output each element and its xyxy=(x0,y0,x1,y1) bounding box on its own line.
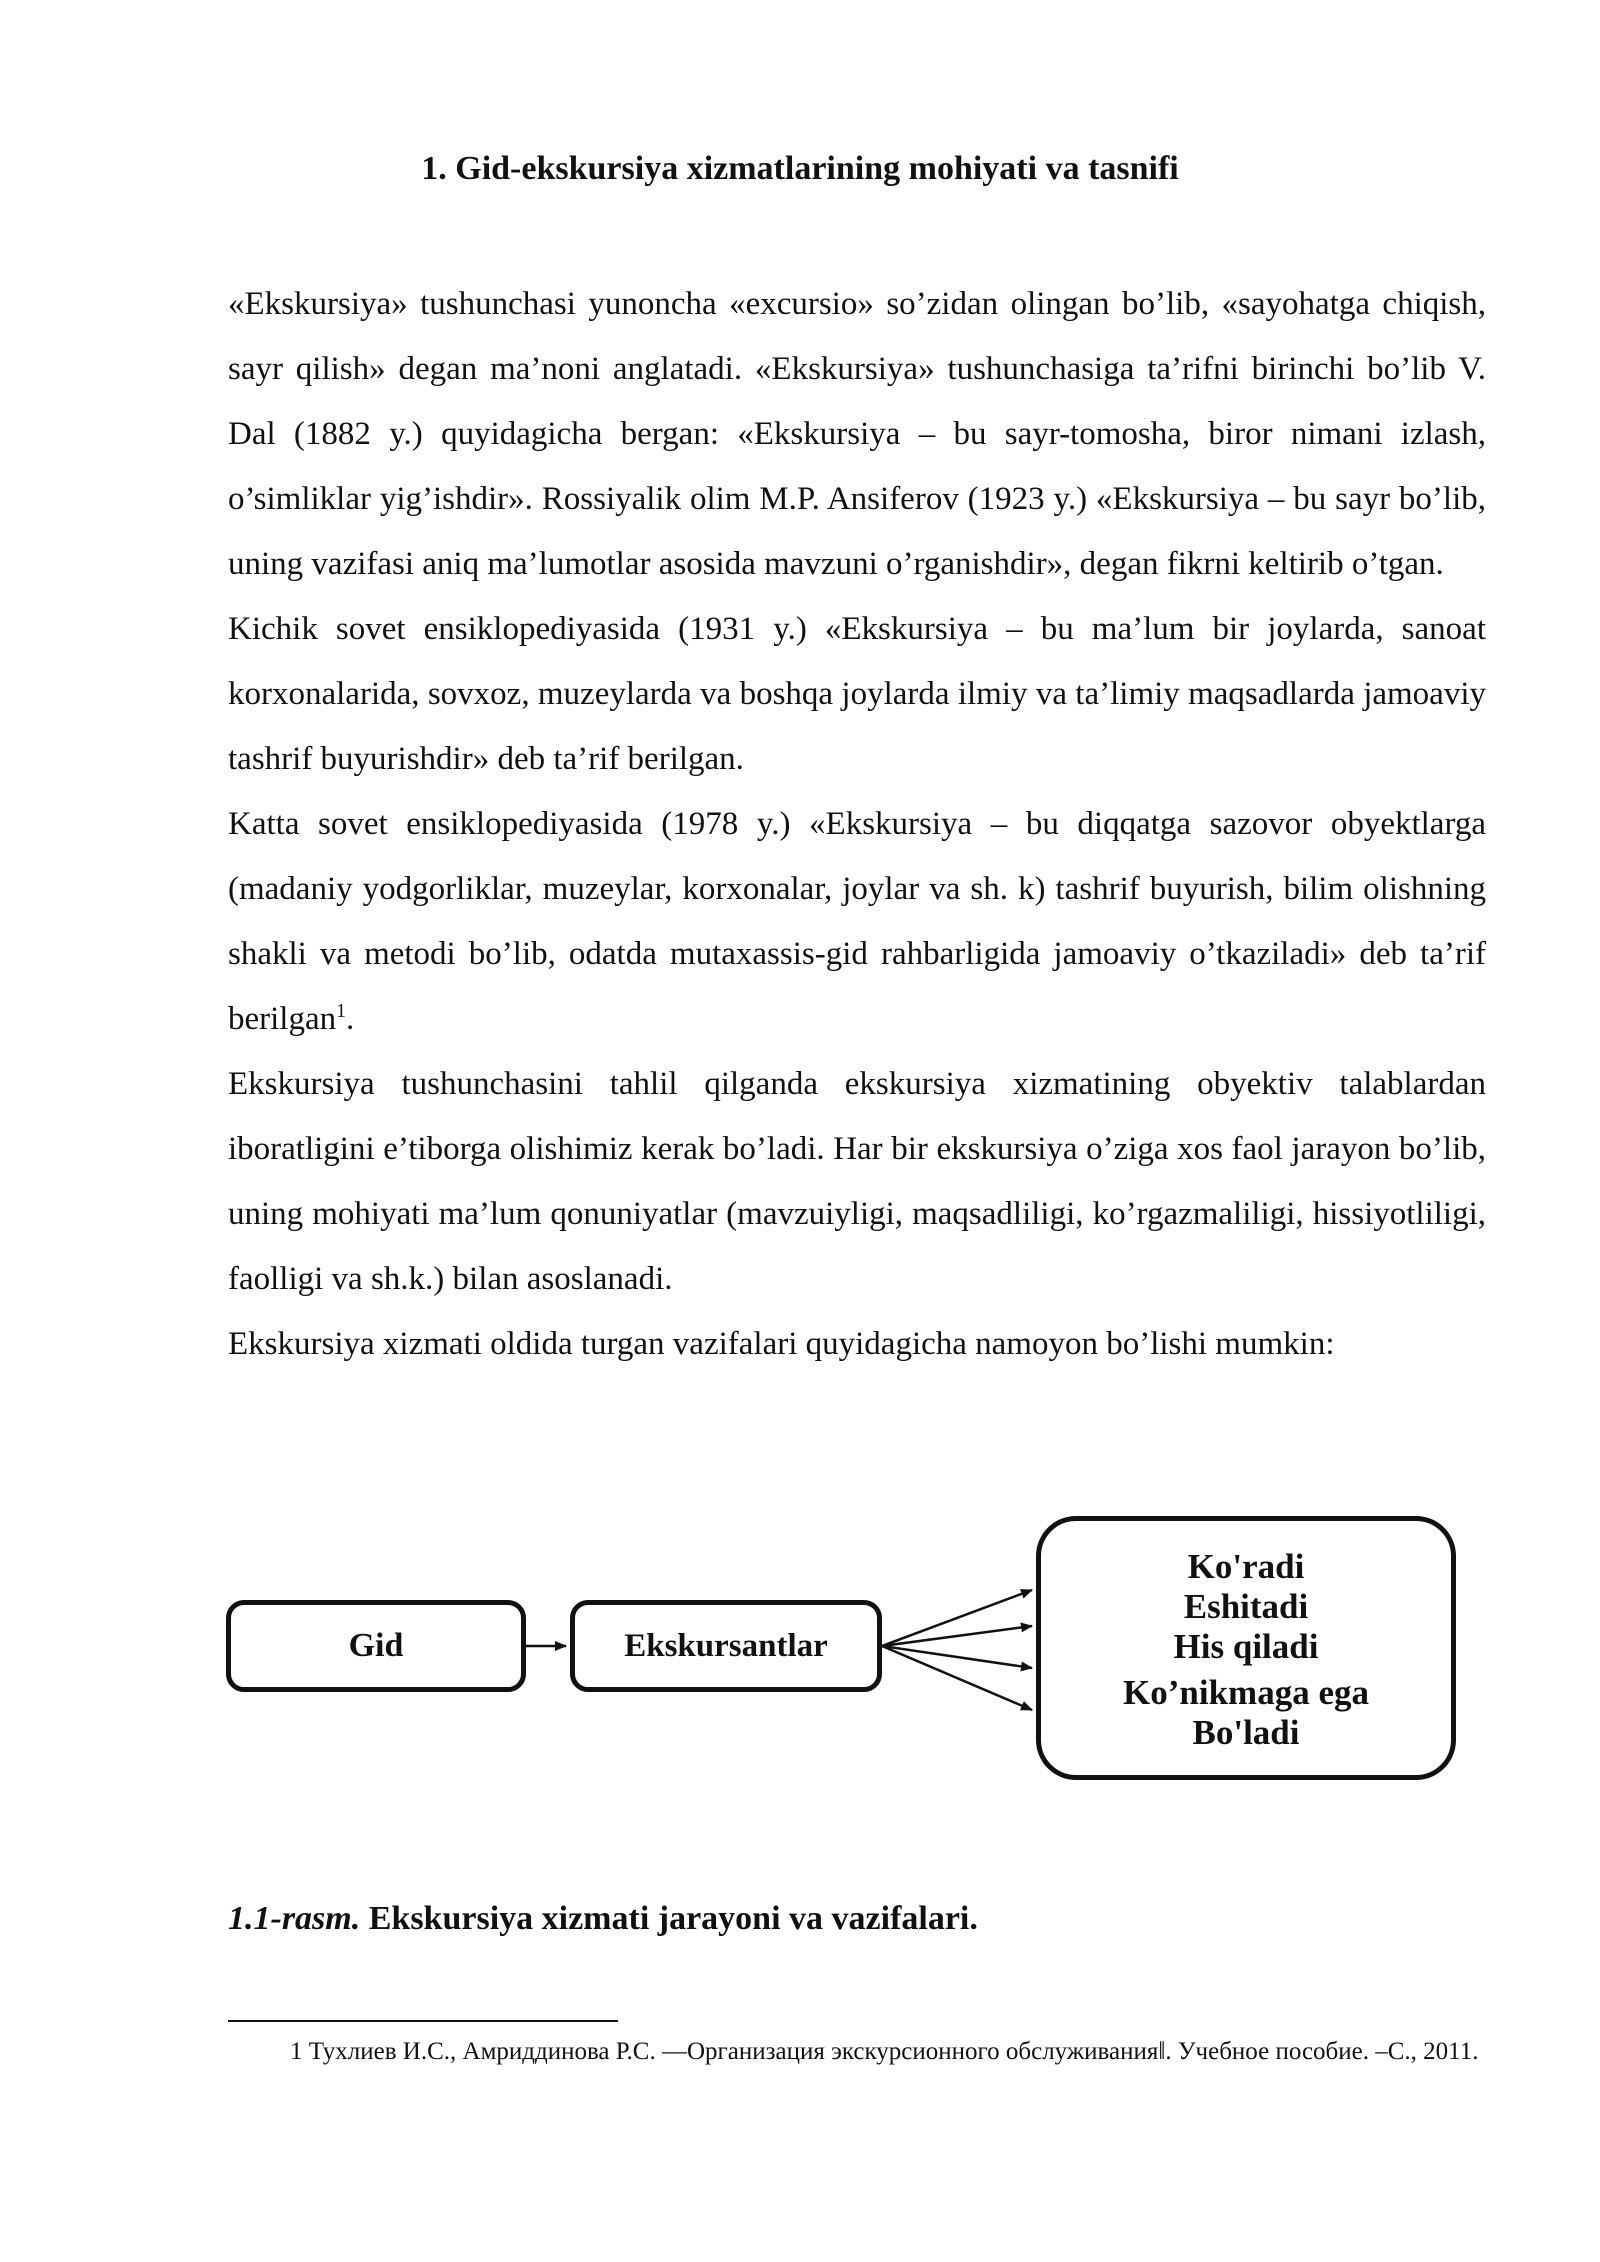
paragraph-4: Ekskursiya tushunchasini tahlil qilganda ekskursiya xizmatining obyektiv talablardan iboratligini e’tiborga olishimiz kerak bo’ladi. Har bir ekskursiya o’ziga xos faol jarayon bo’lib, uning mohiyati ma’lum qonuniyatlar (mavzuiyligi, maqsadliligi, ko’rgazmaliligi, hissiyotliligi, faolligi va sh.k.) bilan asoslanadi. xyxy=(228,1066,1486,1297)
arrow-to-results-4 xyxy=(882,1646,1032,1710)
arrow-to-results-3 xyxy=(882,1646,1032,1668)
result-item: Ko'radi xyxy=(1187,1547,1305,1586)
result-item: Ko’nikmaga ega xyxy=(1123,1673,1369,1712)
footnote xyxy=(290,2032,1486,2072)
footnote-number: 1 xyxy=(290,2038,303,2065)
paragraph-3-text: Katta sovet ensiklopediyasida (1978 y.) «Ekskursiya – bu diqqatga sazovor obyektlarga (madaniy yodgorliklar, muzeylar, korxonalar, joylar va sh. k) tashrif buyurish, bilim olishning shakli va metodi bo’lib, odatda mutaxassis-gid rahbarligida jamoaviy o’tkaziladi» deb ta’rif berilgan xyxy=(228,806,1486,1037)
arrow-to-results-2 xyxy=(882,1626,1032,1646)
figure-title: Ekskursiya xizmati jarayoni va vazifalari. xyxy=(368,1900,978,1937)
result-item: Eshitadi xyxy=(1183,1587,1309,1626)
figure-caption xyxy=(228,1900,978,1938)
paragraph-5: Ekskursiya xizmati oldida turgan vazifalari quyidagicha namoyon bo’lishi mumkin: xyxy=(228,1326,1335,1362)
gid-box: Gid xyxy=(226,1600,526,1692)
ekskursantlar-box: Ekskursantlar xyxy=(570,1600,882,1692)
paragraph-2: Kichik sovet ensiklopediyasida (1931 y.) «Ekskursiya – bu ma’lum bir joylarda, sanoat korxonalarida, sovxoz, muzeylarda va boshqa joylarda ilmiy va ta’limiy maqsadlarda jamoaviy tashrif buyurishdir» deb ta’rif berilgan. xyxy=(228,611,1486,777)
paragraph-3: Katta sovet ensiklopediyasida (1978 y.) «Ekskursiya – bu diqqatga sazovor obyektlarga (madaniy yodgorliklar, muzeylar, korxonalar, joylar va sh. k) tashrif buyurish, bilim olishning shakli va metodi bo’lib, odatda mutaxassis-gid rahbarligida jamoaviy o’tkaziladi» deb ta’rif berilgan$^1$. xyxy=(228,806,1486,1037)
section-heading: 1. Gid-ekskursiya xizmatlarining mohiyati va tasnifi xyxy=(421,150,1179,187)
result-item: Bo'ladi xyxy=(1192,1713,1300,1752)
footnote-reference[interactable]: 1 xyxy=(336,1000,347,1022)
paragraph-1: «Ekskursiya» tushunchasi yunoncha «excursio» so’zidan olingan bo’lib, «sayohatga chiqish, sayr qilish» degan ma’noni anglatadi. «Ekskursiya» tushunchasiga ta’rifni birinchi bo’lib V. Dal (1882 y.) quyidagicha bergan: «Ekskursiya – bu sayr-tomosha, biror nimani izlash, o’simliklar yig’ishdir». Rossiyalik olim M.P. Ansiferov (1923 y.) «Ekskursiya – bu sayr bo’lib, uning vazifasi aniq ma’lumotlar asosida mavzuni o’rganishdir», degan fikrni keltirib o’tgan. xyxy=(228,286,1486,582)
results-box xyxy=(1036,1516,1456,1780)
footnote-divider xyxy=(228,2020,618,2022)
figure-number: 1.1-rasm. xyxy=(228,1900,361,1937)
result-item: His qiladi xyxy=(1173,1627,1319,1666)
arrow-to-results-1 xyxy=(882,1590,1032,1646)
footnote-text: Тухлиев И.С., Амриддинова Р.С. ―Организация экскурсионного обслуживания‖. Учебное пособие. –С., 2011. xyxy=(308,2038,1479,2065)
